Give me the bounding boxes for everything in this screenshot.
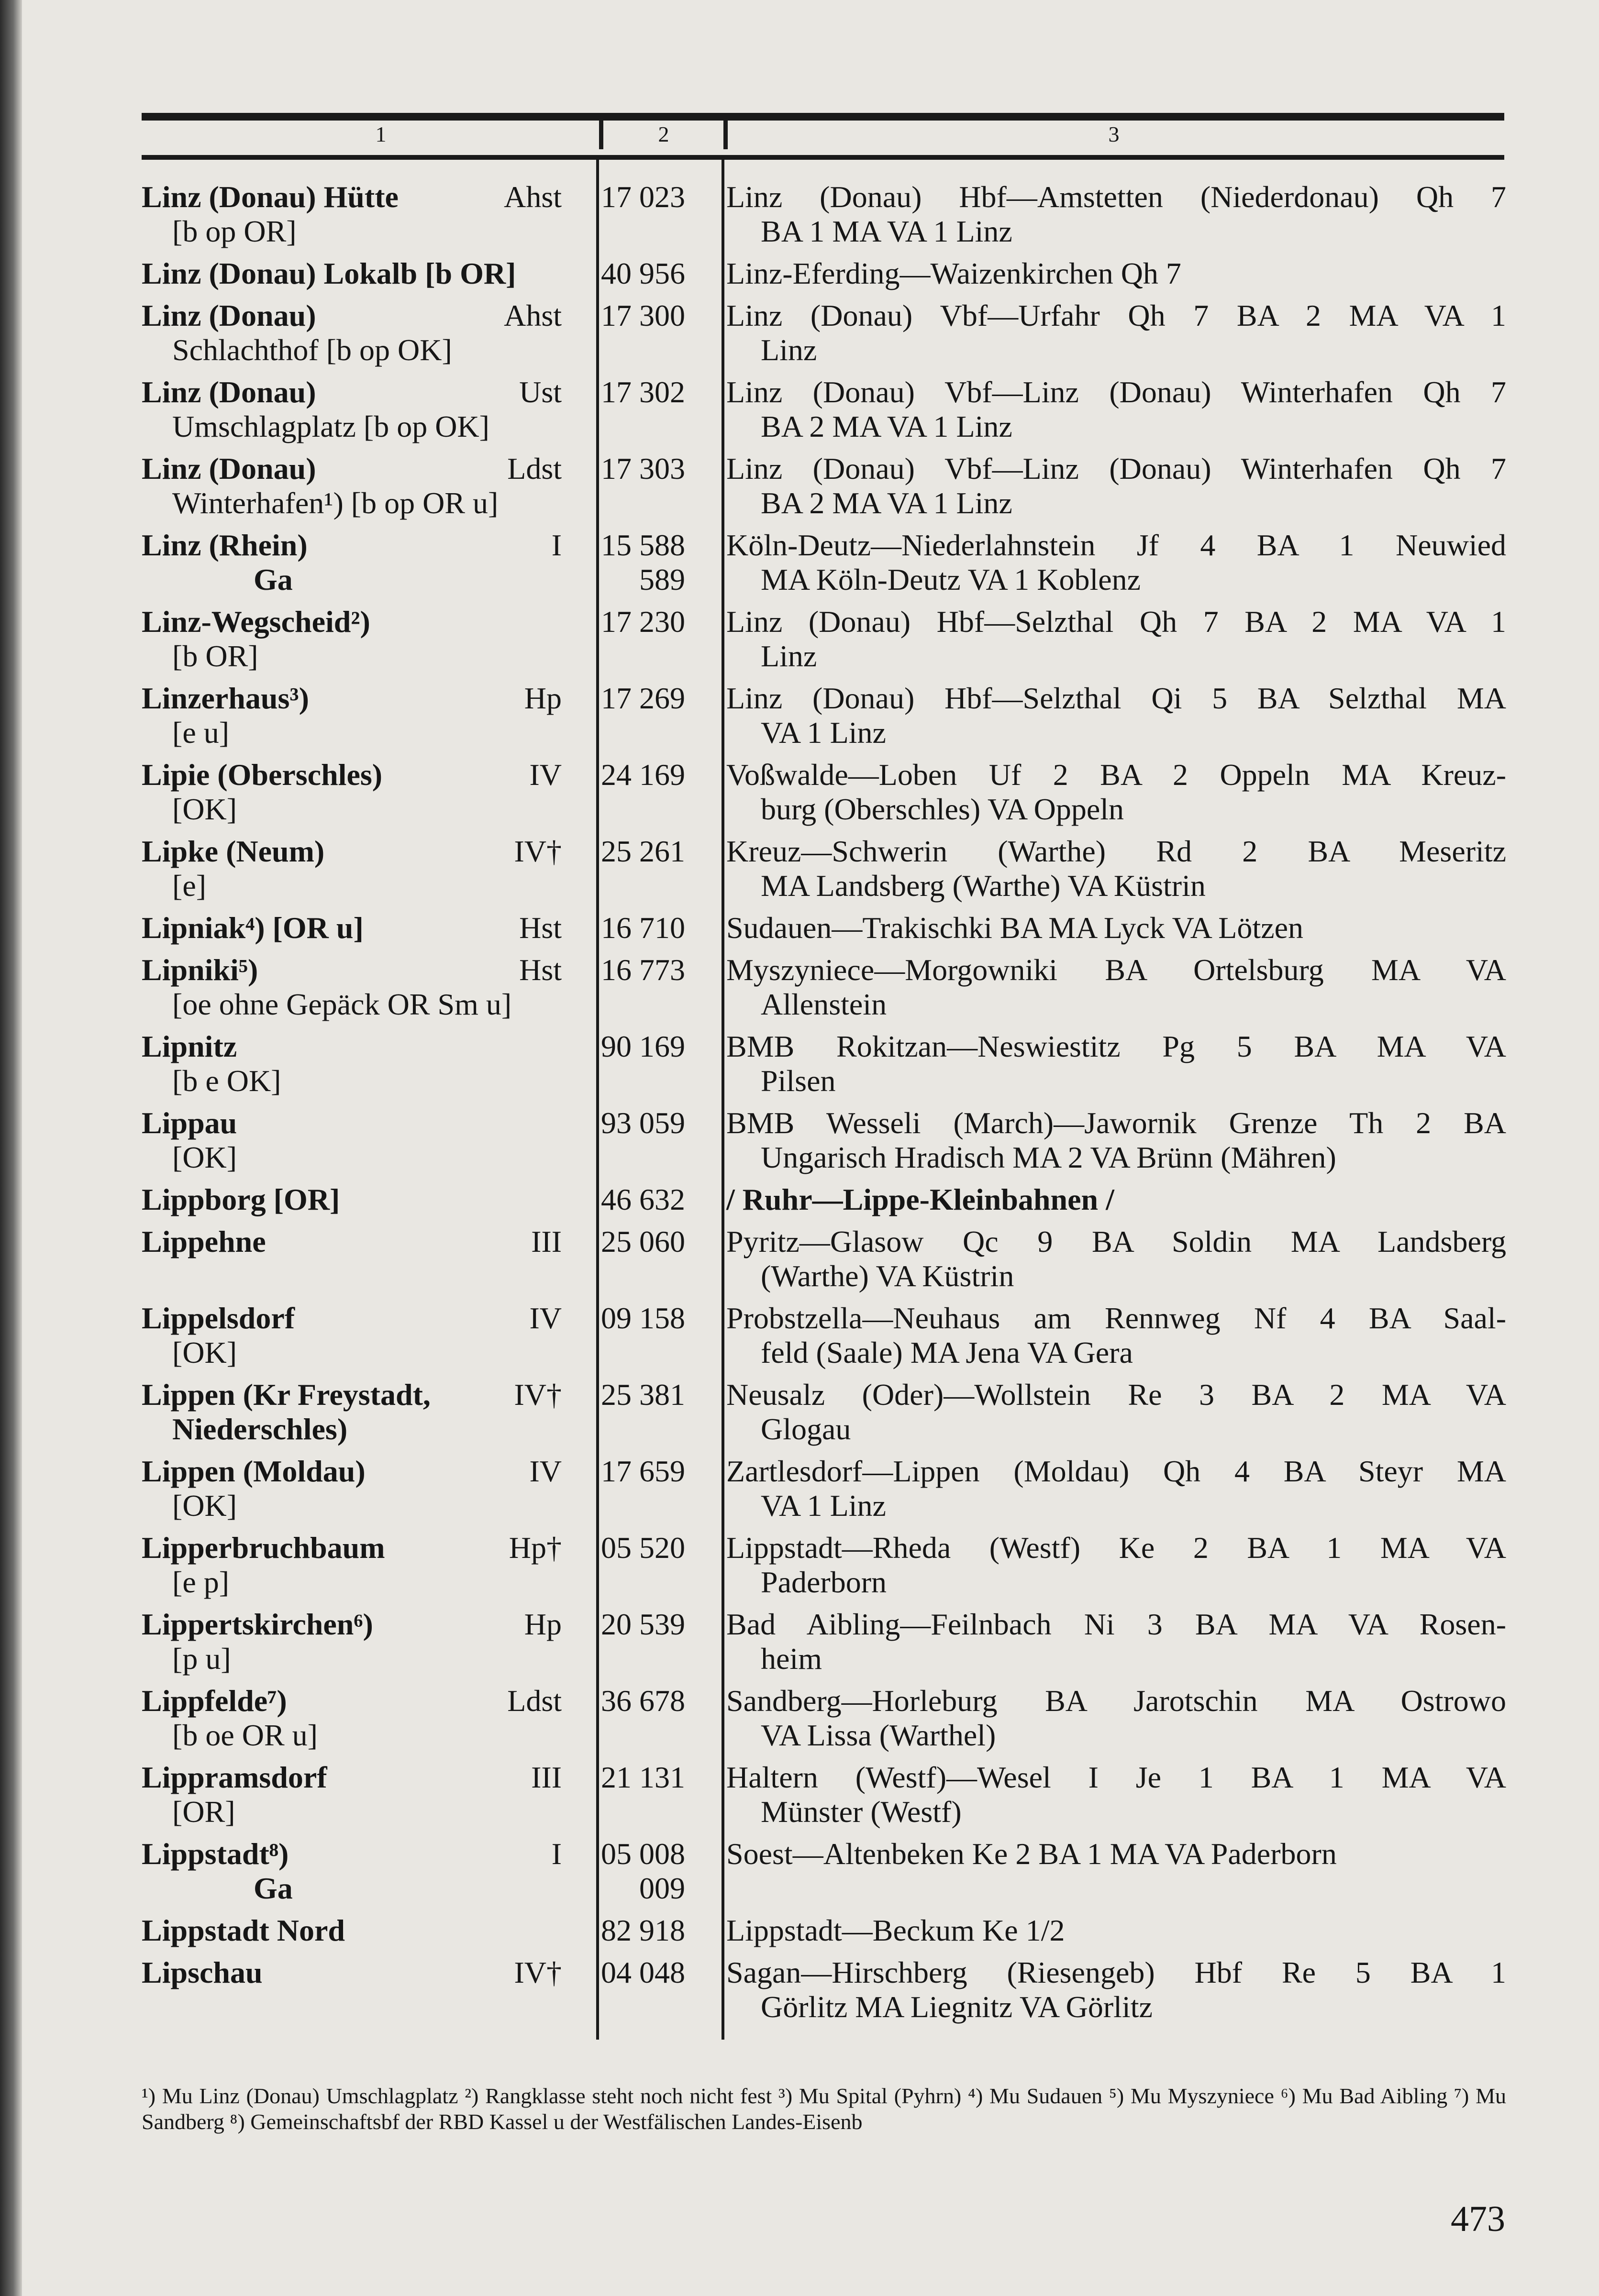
station-name-cell — [142, 1106, 575, 1175]
station-number: 24 169 — [601, 758, 685, 792]
route-cell — [704, 375, 1506, 444]
goods-station-mark: Ga — [254, 1871, 293, 1905]
station-number: 90 169 — [601, 1029, 685, 1063]
station-note: [OK] — [172, 792, 237, 826]
route-line-continued: BA 2 MA VA 1 Linz — [761, 409, 1012, 443]
route-line: Köln-Deutz—Niederlahnstein Jf 4 BA 1 Neuwied — [726, 528, 1506, 562]
route-line: Voßwalde—Loben Uf 2 BA 2 Oppeln MA Kreuz- — [726, 758, 1506, 792]
route-cell — [704, 1913, 1506, 1948]
station-entry — [142, 375, 1506, 444]
station-number-cell — [575, 1837, 704, 1906]
station-class: III — [531, 1225, 562, 1258]
station-name: Linzerhaus³) — [142, 681, 309, 715]
station-name-cell — [142, 256, 575, 291]
route-cell — [704, 758, 1506, 827]
station-note: [OK] — [172, 1140, 237, 1174]
station-class: Ldst — [507, 452, 562, 486]
station-name-cell — [142, 758, 575, 827]
header-divider-2 — [723, 120, 728, 149]
station-number-cell — [575, 605, 704, 639]
route-line-continued: Münster (Westf) — [761, 1795, 962, 1829]
route-line: Sandberg—Horleburg BA Jarotschin MA Ostrowo — [726, 1684, 1506, 1718]
station-entry — [142, 834, 1506, 903]
station-number: 46 632 — [601, 1182, 685, 1216]
station-name-cell — [142, 911, 575, 945]
station-number-cell — [575, 452, 704, 486]
station-number-cell — [575, 681, 704, 716]
column-number-2: 2 — [658, 122, 669, 146]
station-number-cell — [575, 1913, 704, 1948]
book-spine — [0, 0, 22, 2296]
route-line: BMB Wesseli (March)—Jawornik Grenze Th 2 BA — [726, 1106, 1506, 1140]
station-number-cell — [575, 1607, 704, 1642]
station-name: Lippen (Moldau) — [142, 1454, 366, 1488]
station-name-cell — [142, 528, 575, 597]
station-number-cell — [575, 1029, 704, 1064]
route-line: Sagan—Hirschberg (Riesengeb) Hbf Re 5 BA 1 — [726, 1955, 1506, 1989]
route-line: Lippstadt—Rheda (Westf) Ke 2 BA 1 MA VA — [726, 1531, 1506, 1565]
station-number-cell — [575, 758, 704, 792]
station-name: Lipperbruchbaum — [142, 1531, 385, 1565]
route-cell — [704, 1182, 1506, 1217]
station-class: Ahst — [504, 298, 562, 332]
station-note: [b op OR] — [172, 214, 297, 248]
goods-station-mark: Ga — [254, 563, 293, 596]
route-cell — [704, 1955, 1506, 2024]
station-number-cell — [575, 1684, 704, 1718]
station-number: 17 302 — [601, 375, 685, 409]
station-number: 09 158 — [601, 1301, 685, 1335]
station-entry — [142, 911, 1506, 945]
route-line-continued: VA 1 Linz — [761, 716, 886, 750]
station-number: 25 060 — [601, 1225, 685, 1258]
station-number-cell — [575, 298, 704, 333]
route-line-continued: VA 1 Linz — [761, 1489, 886, 1523]
station-entry — [142, 1378, 1506, 1446]
route-cell — [704, 681, 1506, 750]
station-entry — [142, 758, 1506, 827]
station-name-cell — [142, 1378, 575, 1446]
route-line-continued: VA Lissa (Warthel) — [761, 1718, 996, 1752]
station-number-cell — [575, 911, 704, 945]
route-line: Linz (Donau) Vbf—Linz (Donau) Winterhafen Qh 7 — [726, 452, 1506, 486]
station-name-cell — [142, 375, 575, 444]
route-cell — [704, 1837, 1506, 1871]
route-line-continued: (Warthe) VA Küstrin — [761, 1259, 1014, 1293]
station-entry — [142, 1182, 1506, 1217]
station-entry — [142, 452, 1506, 520]
route-cell — [704, 911, 1506, 945]
route-line: / Ruhr—Lippe-Kleinbahnen / — [726, 1182, 1114, 1216]
station-name: Lipniki⁵) — [142, 953, 258, 987]
route-line-continued: MA Köln-Deutz VA 1 Koblenz — [761, 563, 1141, 596]
station-number-cell — [575, 528, 704, 597]
station-number: 21 131 — [601, 1760, 685, 1794]
station-class: Ldst — [507, 1684, 562, 1718]
station-number: 82 918 — [601, 1913, 685, 1947]
station-number-cell — [575, 1531, 704, 1565]
route-cell — [704, 528, 1506, 597]
station-entry — [142, 605, 1506, 673]
route-cell — [704, 1454, 1506, 1523]
station-name-cell — [142, 180, 575, 249]
route-cell — [704, 953, 1506, 1022]
station-entry — [142, 1301, 1506, 1370]
station-class: III — [531, 1760, 562, 1794]
station-name: Linz (Rhein) — [142, 528, 308, 562]
station-name: Linz (Donau) — [142, 298, 316, 332]
station-class: I — [551, 1837, 562, 1871]
route-cell — [704, 1607, 1506, 1676]
station-number-cell — [575, 1182, 704, 1217]
station-name: Lippehne — [142, 1225, 266, 1258]
header-divider-1 — [599, 120, 603, 149]
station-number-cell — [575, 953, 704, 987]
station-number-cell — [575, 180, 704, 214]
station-name: Linz (Donau) Hütte — [142, 180, 399, 214]
station-name-cell — [142, 1684, 575, 1753]
route-line-continued: Linz — [761, 333, 817, 367]
route-line-continued: Glogau — [761, 1412, 851, 1446]
route-line-continued: Ungarisch Hradisch MA 2 VA Brünn (Mähren) — [761, 1140, 1336, 1174]
route-cell — [704, 452, 1506, 520]
station-entry — [142, 1684, 1506, 1753]
station-entry — [142, 298, 1506, 367]
route-line: Lippstadt—Beckum Ke 1/2 — [726, 1913, 1065, 1947]
station-number-cell — [575, 1301, 704, 1336]
route-line-continued: BA 1 MA VA 1 Linz — [761, 214, 1012, 248]
station-name: Lipschau — [142, 1955, 263, 1989]
station-number-secondary: 009 — [639, 1871, 685, 1905]
route-cell — [704, 1378, 1506, 1446]
station-name: Lippau — [142, 1106, 237, 1140]
station-class: IV† — [514, 1955, 562, 1989]
station-entry — [142, 1454, 1506, 1523]
station-note: [e] — [172, 869, 207, 903]
station-class: IV† — [514, 834, 562, 868]
station-note: [OK] — [172, 1336, 237, 1369]
route-cell — [704, 1301, 1506, 1370]
station-number: 17 303 — [601, 452, 685, 486]
station-number: 36 678 — [601, 1684, 685, 1718]
station-name: Lippfelde⁷) — [142, 1684, 287, 1718]
station-number: 17 300 — [601, 298, 685, 332]
route-line: Myszyniece—Morgowniki BA Ortelsburg MA VA — [726, 953, 1506, 987]
station-note: [p u] — [172, 1642, 231, 1676]
route-line-continued: Görlitz MA Liegnitz VA Görlitz — [761, 1990, 1153, 2024]
station-entry — [142, 1029, 1506, 1098]
station-name-cell — [142, 452, 575, 520]
station-number: 17 659 — [601, 1454, 685, 1488]
station-number: 17 023 — [601, 180, 685, 214]
station-note: [b oe OR u] — [172, 1718, 318, 1752]
route-line: Linz (Donau) Vbf—Urfahr Qh 7 BA 2 MA VA 1 — [726, 298, 1506, 332]
station-name: Lipie (Oberschles) — [142, 758, 383, 792]
route-cell — [704, 1684, 1506, 1753]
route-line: Linz (Donau) Hbf—Selzthal Qi 5 BA Selzthal MA — [726, 681, 1506, 715]
route-line-continued: feld (Saale) MA Jena VA Gera — [761, 1336, 1133, 1369]
station-name: Lippstadt⁸) — [142, 1837, 289, 1871]
station-name: Linz-Wegscheid²) — [142, 605, 370, 639]
station-number: 16 773 — [601, 953, 685, 987]
station-class: Hst — [519, 953, 562, 987]
station-name-cell — [142, 1454, 575, 1523]
station-note: [OR] — [172, 1795, 235, 1829]
station-name-cell — [142, 1182, 575, 1217]
station-note: [oe ohne Gepäck OR Sm u] — [172, 987, 512, 1021]
station-name: Linz (Donau) — [142, 375, 316, 409]
station-number: 93 059 — [601, 1106, 685, 1140]
station-class: Ust — [519, 375, 562, 409]
station-number-cell — [575, 1955, 704, 1990]
station-number: 17 230 — [601, 605, 685, 639]
station-name: Linz (Donau) Lokalb [b OR] — [142, 256, 516, 290]
route-cell — [704, 834, 1506, 903]
route-line: Linz (Donau) Hbf—Selzthal Qh 7 BA 2 MA VA 1 — [726, 605, 1506, 639]
station-number-cell — [575, 375, 704, 409]
route-line: Bad Aibling—Feilnbach Ni 3 BA MA VA Rosen- — [726, 1607, 1506, 1641]
station-name-cell — [142, 681, 575, 750]
station-class: IV† — [514, 1378, 562, 1412]
route-line: Probstzella—Neuhaus am Rennweg Nf 4 BA Saal- — [726, 1301, 1506, 1335]
station-entry — [142, 681, 1506, 750]
station-number: 15 588 — [601, 528, 685, 562]
station-note: Winterhafen¹) [b op OR u] — [172, 486, 499, 520]
station-class: IV — [529, 758, 562, 792]
station-number-cell — [575, 256, 704, 291]
station-number-cell — [575, 1378, 704, 1412]
station-entry — [142, 1607, 1506, 1676]
route-cell — [704, 605, 1506, 673]
station-number: 05 520 — [601, 1531, 685, 1565]
station-name: Lippborg [OR] — [142, 1182, 340, 1216]
route-line: Sudauen—Trakischki BA MA Lyck VA Lötzen — [726, 911, 1303, 945]
station-note: Schlachthof [b op OK] — [172, 333, 452, 367]
route-line: Zartlesdorf—Lippen (Moldau) Qh 4 BA Steyr MA — [726, 1454, 1506, 1488]
station-entry — [142, 1913, 1506, 1948]
station-class: IV — [529, 1301, 562, 1335]
station-note: [OK] — [172, 1489, 237, 1523]
route-line: BMB Rokitzan—Neswiestitz Pg 5 BA MA VA — [726, 1029, 1506, 1063]
route-line: Linz (Donau) Hbf—Amstetten (Niederdonau) Qh 7 — [726, 180, 1506, 214]
route-cell — [704, 298, 1506, 367]
station-number-cell — [575, 834, 704, 869]
station-entry — [142, 1531, 1506, 1600]
station-number-cell — [575, 1106, 704, 1140]
route-cell — [704, 1531, 1506, 1600]
route-line-continued: BA 2 MA VA 1 Linz — [761, 486, 1012, 520]
station-class: IV — [529, 1454, 562, 1488]
route-cell — [704, 1760, 1506, 1829]
route-line: Haltern (Westf)—Wesel I Je 1 BA 1 MA VA — [726, 1760, 1506, 1794]
station-entry — [142, 1760, 1506, 1829]
station-name: Lipniak⁴) [OR u] — [142, 911, 364, 945]
footnotes: ¹) Mu Linz (Donau) Umschlagplatz ²) Rangklasse steht noch nicht fest ³) Mu Spital (Pyhrn) ⁴) Mu Sudauen ⁵) Mu Myszyniece ⁶) Mu Bad Aibling ⁷) Mu Sandberg ⁸) Gemeinschaftsbf der RBD Kassel u der Westfälischen Landes-Eisenb — [142, 2084, 1506, 2134]
station-name-cell — [142, 1531, 575, 1600]
route-line-continued: Pilsen — [761, 1064, 836, 1098]
route-line: Pyritz—Glasow Qc 9 BA Soldin MA Landsberg — [726, 1225, 1506, 1258]
route-cell — [704, 1225, 1506, 1293]
station-number: 16 710 — [601, 911, 685, 945]
route-cell — [704, 180, 1506, 249]
station-name: Lippstadt Nord — [142, 1913, 345, 1947]
station-note: [e p] — [172, 1565, 230, 1599]
station-name-cell — [142, 1225, 575, 1259]
station-name-cell — [142, 1837, 575, 1906]
station-class: Hp — [524, 681, 562, 715]
station-entry — [142, 1955, 1506, 2024]
station-class: Hp† — [509, 1531, 562, 1565]
station-name: Lippertskirchen⁶) — [142, 1607, 373, 1641]
header-rule-bottom — [142, 155, 1504, 160]
station-entry — [142, 953, 1506, 1022]
station-name: Lipke (Neum) — [142, 834, 325, 868]
column-number-1: 1 — [375, 122, 387, 146]
station-name-cell — [142, 605, 575, 673]
station-number: 17 269 — [601, 681, 685, 715]
station-note: [e u] — [172, 716, 230, 750]
station-entry — [142, 1225, 1506, 1293]
station-class: I — [551, 528, 562, 562]
station-number-cell — [575, 1454, 704, 1489]
station-number: 04 048 — [601, 1955, 685, 1989]
route-line: Neusalz (Oder)—Wollstein Re 3 BA 2 MA VA — [726, 1378, 1506, 1412]
column-number-3: 3 — [1108, 122, 1120, 146]
station-name-cell — [142, 1955, 575, 1990]
station-note: [b e OK] — [172, 1064, 281, 1098]
station-name-cell — [142, 953, 575, 1022]
station-name: Lippelsdorf — [142, 1301, 295, 1335]
station-number: 20 539 — [601, 1607, 685, 1641]
route-line-continued: MA Landsberg (Warthe) VA Küstrin — [761, 869, 1206, 903]
route-line-continued: Linz — [761, 639, 817, 673]
station-name: Lippen (Kr Freystadt, — [142, 1378, 431, 1412]
route-line-continued: heim — [761, 1642, 822, 1676]
station-entry — [142, 180, 1506, 249]
station-number: 40 956 — [601, 256, 685, 290]
station-name: Linz (Donau) — [142, 452, 316, 486]
station-entry — [142, 1837, 1506, 1906]
station-name-cell — [142, 1301, 575, 1370]
route-line: Soest—Altenbeken Ke 2 BA 1 MA VA Paderborn — [726, 1837, 1337, 1871]
route-line: Kreuz—Schwerin (Warthe) Rd 2 BA Meseritz — [726, 834, 1506, 868]
route-cell — [704, 1106, 1506, 1175]
station-name-cell — [142, 298, 575, 367]
station-entry — [142, 528, 1506, 597]
station-name: Lipnitz — [142, 1029, 237, 1063]
station-class: Hst — [519, 911, 562, 945]
station-note: [b OR] — [172, 639, 258, 673]
page-number: 473 — [1451, 2199, 1505, 2239]
route-line-continued: Paderborn — [761, 1565, 887, 1599]
route-cell — [704, 1029, 1506, 1098]
route-line: Linz (Donau) Vbf—Linz (Donau) Winterhafen Qh 7 — [726, 375, 1506, 409]
station-name-cell — [142, 1760, 575, 1829]
station-number-cell — [575, 1225, 704, 1259]
station-table — [142, 180, 1506, 2032]
station-number-secondary: 589 — [639, 563, 685, 596]
station-class: Ahst — [504, 180, 562, 214]
station-name-cell — [142, 1029, 575, 1098]
station-name-continued: Niederschles) — [172, 1412, 348, 1446]
station-name: Lippramsdorf — [142, 1760, 327, 1794]
station-number: 05 008 — [601, 1837, 685, 1871]
station-class: Hp — [524, 1607, 562, 1641]
route-cell — [704, 256, 1506, 291]
station-number: 25 381 — [601, 1378, 685, 1412]
station-entry — [142, 1106, 1506, 1175]
station-note: Umschlagplatz [b op OK] — [172, 409, 489, 443]
station-entry — [142, 256, 1506, 291]
station-number-cell — [575, 1760, 704, 1795]
station-name-cell — [142, 834, 575, 903]
route-line-continued: burg (Oberschles) VA Oppeln — [761, 792, 1124, 826]
route-line: Linz-Eferding—Waizenkirchen Qh 7 — [726, 256, 1181, 290]
station-name-cell — [142, 1913, 575, 1948]
station-name-cell — [142, 1607, 575, 1676]
station-number: 25 261 — [601, 834, 685, 868]
route-line-continued: Allenstein — [761, 987, 887, 1021]
